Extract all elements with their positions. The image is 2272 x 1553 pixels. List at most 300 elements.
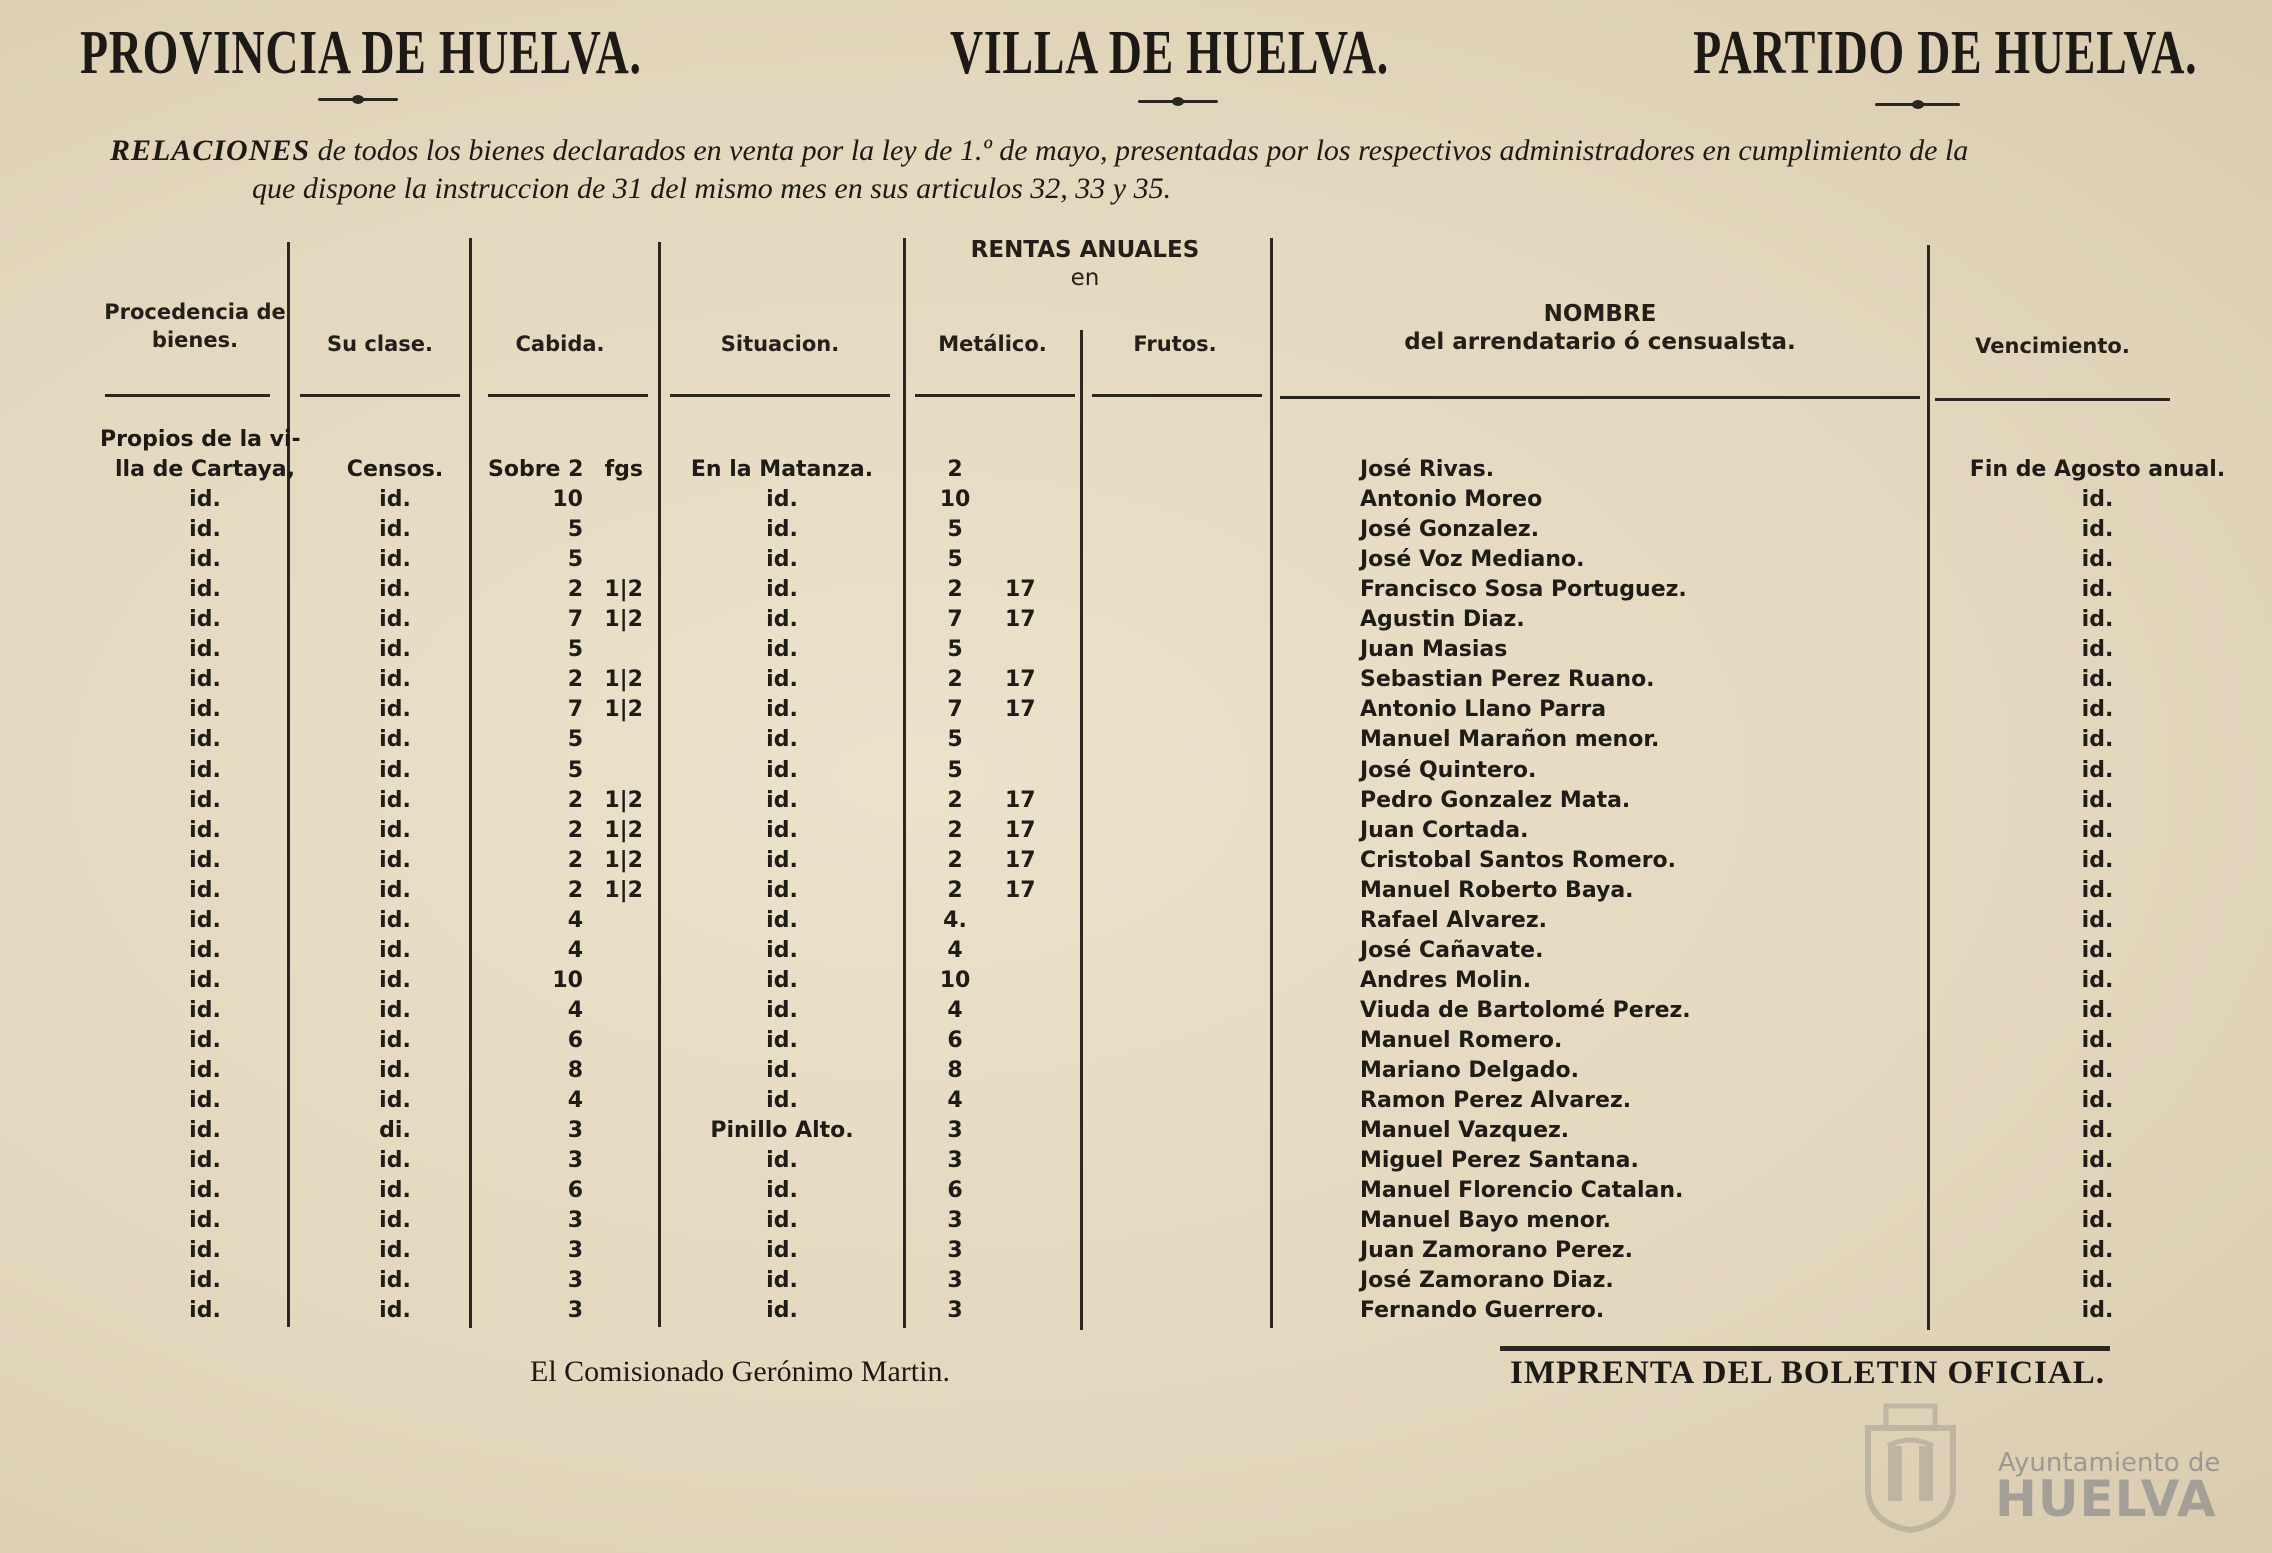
cell-clase: id. — [379, 607, 411, 633]
cell-nombre: Miguel Perez Santana. — [1360, 1148, 1639, 1174]
cell-cabida-value: 2 — [567, 577, 583, 603]
cell-vencimiento: id. — [2081, 607, 2114, 633]
cell-cabida-fraction: 1|2 — [604, 847, 643, 873]
cell-vencimiento: id. — [2081, 517, 2114, 543]
cell-situacion: id. — [766, 727, 798, 753]
cell-metalico-value: 6 — [947, 1178, 963, 1204]
cell-metalico-value: 2 — [947, 877, 963, 903]
cell-nombre: Fernando Guerrero. — [1360, 1298, 1605, 1324]
cell-metalico-value: 3 — [947, 1208, 963, 1234]
cell-cabida-value: 3 — [567, 1118, 583, 1144]
cell-cabida-value: 5 — [567, 637, 583, 663]
cell-metalico — [905, 936, 1080, 966]
cell-situacion: id. — [766, 787, 798, 813]
cell-vencimiento: id. — [2081, 1088, 2114, 1114]
cell-metalico — [905, 575, 1080, 605]
cell-situacion: id. — [766, 1058, 798, 1083]
cell-cabida — [488, 996, 648, 1026]
cell-cabida-value: 4 — [567, 907, 583, 933]
header-underline — [1092, 394, 1262, 397]
table-row — [0, 966, 2272, 996]
cell-cabida — [488, 1236, 648, 1266]
table-row — [0, 605, 2272, 635]
cell-procedencia: id. — [189, 697, 221, 723]
cell-metalico-value: 2 — [947, 667, 963, 693]
cell-nombre: Agustin Diaz. — [1360, 607, 1525, 633]
cell-cabida — [488, 1206, 648, 1236]
cell-situacion: Pinillo Alto. — [710, 1118, 854, 1144]
col-header-cabida: Cabida. — [515, 332, 605, 356]
cell-situacion: id. — [766, 637, 798, 663]
cell-metalico-value: 4 — [947, 937, 963, 963]
cell-cabida — [488, 876, 648, 906]
cell-clase: id. — [379, 667, 411, 693]
col-header-procedencia-line2: bienes. — [151, 328, 239, 352]
cell-cabida-value: 2 — [567, 667, 583, 693]
intro-line-2: que dispone la instruccion de 31 del mismo mes en sus articulos 32, 33 y 35. — [252, 172, 1172, 205]
cell-clase: id. — [379, 937, 411, 963]
cell-situacion: id. — [766, 1298, 798, 1324]
cell-nombre: Ramon Perez Alvarez. — [1360, 1088, 1632, 1114]
cell-cabida-value: 4 — [567, 997, 583, 1023]
cell-cabida — [488, 786, 648, 816]
cell-metalico-value: 5 — [947, 727, 963, 753]
cell-procedencia: id. — [189, 667, 221, 693]
cell-clase: id. — [379, 1088, 411, 1114]
cell-nombre: Juan Zamorano Perez. — [1360, 1238, 1633, 1264]
table-row — [0, 756, 2272, 786]
col-header-rentas — [905, 236, 1265, 292]
cell-situacion: id. — [766, 1178, 798, 1204]
cell-metalico — [905, 725, 1080, 755]
cell-procedencia: id. — [189, 1118, 221, 1144]
cell-metalico-value: 6 — [947, 1027, 963, 1053]
col-header-vencimiento: Vencimiento. — [1975, 334, 2130, 358]
cell-cabida-value: 10 — [552, 487, 583, 513]
cell-nombre: Rafael Alvarez. — [1360, 907, 1548, 933]
col-header-nombre-line2: del arrendatario ó censualsta. — [1404, 329, 1796, 355]
cell-nombre: Juan Cortada. — [1360, 817, 1529, 843]
cell-metalico — [905, 1206, 1080, 1236]
cell-metalico-value: 7 — [947, 697, 963, 723]
cell-clase: id. — [379, 1298, 411, 1324]
cell-metalico-value: 2 — [947, 457, 963, 482]
cell-metalico-value: 3 — [947, 1298, 963, 1324]
cell-cabida — [488, 936, 648, 966]
cell-cabida — [488, 1146, 648, 1176]
cell-cabida — [488, 1176, 648, 1206]
cell-vencimiento: id. — [2081, 1238, 2114, 1264]
cell-procedencia: id. — [189, 1298, 221, 1324]
cell-cabida-fraction: 1|2 — [604, 877, 643, 903]
cell-cabida-value: 4 — [567, 1088, 583, 1114]
cell-nombre: José Quintero. — [1360, 757, 1537, 783]
table-row — [0, 1176, 2272, 1206]
cell-metalico — [905, 1116, 1080, 1146]
col-header-metalico: Metálico. — [938, 332, 1047, 356]
cell-metalico — [905, 816, 1080, 846]
cell-cabida-fraction: 1|2 — [604, 667, 643, 693]
col-header-nombre — [1280, 300, 1920, 356]
cell-nombre: Sebastian Perez Ruano. — [1360, 667, 1655, 693]
cell-cabida — [488, 816, 648, 846]
cell-metalico — [905, 786, 1080, 816]
cell-nombre: Manuel Marañon menor. — [1360, 727, 1660, 753]
cell-cabida-value: 3 — [567, 1268, 583, 1294]
cell-metalico — [905, 1086, 1080, 1116]
cell-cabida-value: 4 — [567, 937, 583, 963]
cell-clase: id. — [379, 877, 411, 903]
cell-metalico — [905, 756, 1080, 786]
table-row — [0, 1116, 2272, 1146]
cell-metalico-value: 3 — [947, 1268, 963, 1294]
cell-cabida-value: 3 — [567, 1298, 583, 1324]
cell-clase: id. — [379, 757, 411, 783]
cell-clase: id. — [379, 697, 411, 723]
table-row — [0, 665, 2272, 695]
table-row — [0, 1026, 2272, 1056]
table-row — [0, 936, 2272, 966]
cell-metalico — [905, 605, 1080, 635]
cell-clase: id. — [379, 967, 411, 993]
cell-cabida-value: 3 — [567, 1238, 583, 1264]
ornament-center — [1138, 100, 1218, 103]
cell-metalico-value: 2 — [947, 787, 963, 813]
cell-cabida — [488, 756, 648, 786]
col-header-rentas-line2: en — [1070, 265, 1100, 291]
cell-situacion: id. — [766, 607, 798, 633]
cell-metalico-value: 3 — [947, 1148, 963, 1174]
table-row — [0, 545, 2272, 575]
cell-nombre: Mariano Delgado. — [1360, 1058, 1579, 1083]
cell-metalico — [905, 906, 1080, 936]
cell-situacion: id. — [766, 937, 798, 963]
ornament-left — [318, 98, 398, 101]
cell-situacion: id. — [766, 757, 798, 783]
cell-metalico — [905, 1176, 1080, 1206]
table-row — [0, 635, 2272, 665]
cell-metalico — [905, 996, 1080, 1026]
cell-procedencia: id. — [189, 967, 221, 993]
cell-nombre: Antonio Llano Parra — [1360, 697, 1607, 723]
header-underline — [670, 394, 890, 397]
table-row — [0, 1086, 2272, 1116]
cell-vencimiento: id. — [2081, 937, 2114, 963]
coat-of-arms-icon — [1858, 1398, 1963, 1533]
cell-clase: id. — [379, 817, 411, 843]
cell-metalico-value: 5 — [947, 547, 963, 573]
col-header-situacion: Situacion. — [720, 332, 840, 356]
cell-situacion: id. — [766, 907, 798, 933]
cell-nombre: Manuel Florencio Catalan. — [1360, 1178, 1684, 1204]
cell-clase: id. — [379, 907, 411, 933]
cell-nombre: Cristobal Santos Romero. — [1360, 847, 1677, 873]
col-header-frutos: Frutos. — [1133, 332, 1217, 356]
cell-metalico-value: 8 — [947, 1058, 963, 1083]
cell-clase: id. — [379, 487, 411, 513]
cell-procedencia: id. — [189, 487, 221, 513]
cell-clase: id. — [379, 1268, 411, 1294]
cell-procedencia: lla de Cartaya, — [115, 457, 295, 482]
cell-cabida — [488, 545, 648, 575]
cell-cabida-value: 5 — [567, 517, 583, 543]
cell-metalico — [905, 515, 1080, 545]
cell-procedencia: id. — [189, 607, 221, 633]
cell-nombre: José Zamorano Diaz. — [1360, 1268, 1614, 1294]
cell-cabida — [488, 605, 648, 635]
table-row — [0, 1206, 2272, 1236]
cell-nombre: Antonio Moreo — [1360, 487, 1543, 513]
cell-situacion: id. — [766, 667, 798, 693]
cell-vencimiento: id. — [2081, 817, 2114, 843]
cell-clase: id. — [379, 1058, 411, 1083]
cell-nombre: Juan Masias — [1360, 637, 1508, 663]
cell-situacion: id. — [766, 1208, 798, 1234]
cell-metalico — [905, 846, 1080, 876]
cell-metalico-fraction: 17 — [1005, 667, 1036, 693]
cell-vencimiento: id. — [2081, 1178, 2114, 1204]
cell-procedencia: id. — [189, 577, 221, 603]
table-row — [0, 816, 2272, 846]
table-row — [0, 1056, 2272, 1086]
cell-procedencia: id. — [189, 1088, 221, 1114]
cell-metalico-fraction: 17 — [1005, 877, 1036, 903]
table-row — [0, 876, 2272, 906]
cell-vencimiento: id. — [2081, 697, 2114, 723]
cell-metalico-fraction: 17 — [1005, 607, 1036, 633]
cell-situacion: id. — [766, 547, 798, 573]
cell-clase: Censos. — [346, 457, 444, 482]
footer-commissioner: El Comisionado Gerónimo Martin. — [530, 1355, 950, 1388]
cell-vencimiento: id. — [2081, 667, 2114, 693]
cell-cabida-fraction: 1|2 — [604, 817, 643, 843]
header-province: PROVINCIA DE HUELVA. — [80, 19, 642, 87]
cell-cabida — [488, 1116, 648, 1146]
cell-cabida — [488, 575, 648, 605]
cell-vencimiento: id. — [2081, 727, 2114, 753]
header-underline — [1280, 396, 1920, 399]
table-row — [0, 1236, 2272, 1266]
cell-cabida — [488, 635, 648, 665]
cell-nombre: Viuda de Bartolomé Perez. — [1360, 997, 1691, 1023]
cell-situacion: id. — [766, 1088, 798, 1114]
cell-clase: id. — [379, 517, 411, 543]
cell-cabida-value: 10 — [552, 967, 583, 993]
table-row — [0, 996, 2272, 1026]
cell-clase: id. — [379, 1027, 411, 1053]
cell-metalico — [905, 1056, 1080, 1086]
cell-procedencia: id. — [189, 907, 221, 933]
cell-vencimiento: Fin de Agosto anual. — [1969, 457, 2226, 482]
cell-cabida-value: 5 — [567, 757, 583, 783]
col-header-nombre-line1: NOMBRE — [1543, 301, 1657, 327]
cell-cabida — [488, 1056, 648, 1086]
cell-vencimiento: id. — [2081, 1118, 2114, 1144]
cell-cabida-value: 6 — [567, 1027, 583, 1053]
cell-vencimiento: id. — [2081, 1298, 2114, 1324]
cell-cabida — [488, 1026, 648, 1056]
cell-procedencia: id. — [189, 727, 221, 753]
cell-clase: id. — [379, 577, 411, 603]
first-procedencia-line: Propios de la vi- — [100, 427, 301, 452]
cell-vencimiento: id. — [2081, 1027, 2114, 1053]
cell-metalico — [905, 1266, 1080, 1296]
intro-line-1: de todos los bienes declarados en venta por la ley de 1.º de mayo, presentadas por los respectivos administradores en cumplimiento de la — [310, 134, 1969, 167]
table-row — [0, 1146, 2272, 1176]
table-row — [0, 695, 2272, 725]
cell-metalico — [905, 1146, 1080, 1176]
cell-situacion: id. — [766, 1148, 798, 1174]
cell-procedencia: id. — [189, 1148, 221, 1174]
cell-metalico-fraction: 17 — [1005, 847, 1036, 873]
cell-situacion: id. — [766, 967, 798, 993]
cell-cabida — [488, 1266, 648, 1296]
cell-cabida — [488, 695, 648, 725]
cell-vencimiento: id. — [2081, 787, 2114, 813]
cell-cabida — [488, 725, 648, 755]
cell-vencimiento: id. — [2081, 1058, 2114, 1083]
cell-cabida-value: 3 — [567, 1148, 583, 1174]
cell-metalico-value: 3 — [947, 1118, 963, 1144]
cell-nombre: Manuel Roberto Baya. — [1360, 877, 1634, 903]
cell-metalico — [905, 665, 1080, 695]
cell-metalico-fraction: 17 — [1005, 817, 1036, 843]
cell-metalico — [905, 455, 1080, 485]
cell-vencimiento: id. — [2081, 577, 2114, 603]
cell-metalico — [905, 545, 1080, 575]
cell-cabida — [488, 1296, 648, 1326]
cell-procedencia: id. — [189, 877, 221, 903]
cell-vencimiento: id. — [2081, 1148, 2114, 1174]
cell-cabida — [488, 906, 648, 936]
header-underline — [488, 394, 648, 397]
cell-nombre: Manuel Bayo menor. — [1360, 1208, 1611, 1234]
cell-clase: id. — [379, 1148, 411, 1174]
cell-situacion: id. — [766, 817, 798, 843]
cell-procedencia: id. — [189, 817, 221, 843]
cell-clase: id. — [379, 727, 411, 753]
cell-metalico — [905, 966, 1080, 996]
cell-situacion: En la Matanza. — [690, 457, 874, 482]
cell-metalico-value: 2 — [947, 577, 963, 603]
intro-title-word: RELACIONES — [110, 134, 311, 167]
cell-metalico-value: 10 — [939, 967, 971, 993]
table-row — [0, 455, 2272, 485]
cell-cabida-value: 7 — [567, 697, 583, 723]
cell-situacion: id. — [766, 577, 798, 603]
cell-cabida-value: 2 — [567, 787, 583, 813]
table-row — [0, 725, 2272, 755]
cell-metalico-value: 2 — [947, 817, 963, 843]
cell-vencimiento: id. — [2081, 1208, 2114, 1234]
ornament-right — [1875, 103, 1960, 106]
cell-cabida — [488, 455, 648, 485]
cell-cabida-value: 2 — [567, 877, 583, 903]
cell-nombre: Manuel Romero. — [1360, 1027, 1563, 1053]
cell-cabida-value: 2 — [567, 847, 583, 873]
intro-paragraph — [110, 132, 2200, 208]
cell-situacion: id. — [766, 1268, 798, 1294]
table-row — [0, 485, 2272, 515]
cell-situacion: id. — [766, 877, 798, 903]
cell-nombre: Pedro Gonzalez Mata. — [1360, 787, 1631, 813]
cell-cabida-fraction: 1|2 — [604, 607, 643, 633]
cell-cabida-value: Sobre 2 — [488, 457, 584, 482]
cell-nombre: Manuel Vazquez. — [1360, 1118, 1570, 1144]
header-underline — [915, 394, 1075, 397]
cell-procedencia: id. — [189, 1268, 221, 1294]
cell-situacion: id. — [766, 847, 798, 873]
cell-cabida — [488, 665, 648, 695]
cell-metalico-value: 4. — [943, 907, 967, 933]
cell-clase: id. — [379, 787, 411, 813]
cell-clase: id. — [379, 1178, 411, 1204]
col-header-clase: Su clase. — [327, 332, 433, 356]
cell-procedencia: id. — [189, 1178, 221, 1204]
table-row — [0, 906, 2272, 936]
cell-vencimiento: id. — [2081, 637, 2114, 663]
cell-cabida-value: 5 — [567, 547, 583, 573]
cell-vencimiento: id. — [2081, 907, 2114, 933]
cell-vencimiento: id. — [2081, 487, 2114, 513]
cell-vencimiento: id. — [2081, 1268, 2114, 1294]
cell-metalico — [905, 876, 1080, 906]
cell-vencimiento: id. — [2081, 997, 2114, 1023]
table-row — [0, 846, 2272, 876]
watermark-line1: Ayuntamiento de — [1998, 1448, 2221, 1478]
cell-procedencia: id. — [189, 1208, 221, 1234]
cell-procedencia: id. — [189, 1238, 221, 1264]
cell-vencimiento: id. — [2081, 757, 2114, 783]
cell-metalico — [905, 1026, 1080, 1056]
cell-metalico-value: 10 — [939, 487, 971, 513]
cell-procedencia: id. — [189, 787, 221, 813]
cell-metalico — [905, 485, 1080, 515]
cell-procedencia: id. — [189, 1058, 221, 1083]
cell-nombre: José Cañavate. — [1360, 937, 1544, 963]
cell-cabida — [488, 515, 648, 545]
footer-rule — [1500, 1346, 2110, 1351]
cell-clase: id. — [379, 547, 411, 573]
col-header-procedencia-line1: Procedencia de — [104, 300, 286, 324]
cell-cabida — [488, 846, 648, 876]
cell-clase: id. — [379, 1238, 411, 1264]
header-underline — [105, 394, 270, 397]
cell-vencimiento: id. — [2081, 847, 2114, 873]
cell-cabida-value: 5 — [567, 727, 583, 753]
cell-metalico-value: 4 — [947, 1088, 963, 1114]
header-partido: PARTIDO DE HUELVA. — [1692, 19, 2197, 87]
cell-metalico-fraction: 17 — [1005, 577, 1036, 603]
cell-procedencia: id. — [189, 517, 221, 543]
cell-procedencia: id. — [189, 547, 221, 573]
cell-vencimiento: id. — [2081, 967, 2114, 993]
footer-printer: IMPRENTA DEL BOLETIN OFICIAL. — [1510, 1355, 2105, 1391]
cell-metalico-value: 7 — [947, 607, 963, 633]
cell-vencimiento: id. — [2081, 877, 2114, 903]
cell-clase: di. — [379, 1118, 411, 1144]
table-row — [0, 1296, 2272, 1326]
cell-situacion: id. — [766, 997, 798, 1023]
cell-procedencia: id. — [189, 637, 221, 663]
cell-clase: id. — [379, 847, 411, 873]
cell-cabida-value: 7 — [567, 607, 583, 633]
cell-metalico — [905, 1296, 1080, 1326]
cell-clase: id. — [379, 997, 411, 1023]
cell-cabida-fraction: fgs — [604, 457, 643, 482]
cell-nombre: José Gonzalez. — [1360, 517, 1540, 543]
cell-metalico — [905, 1236, 1080, 1266]
